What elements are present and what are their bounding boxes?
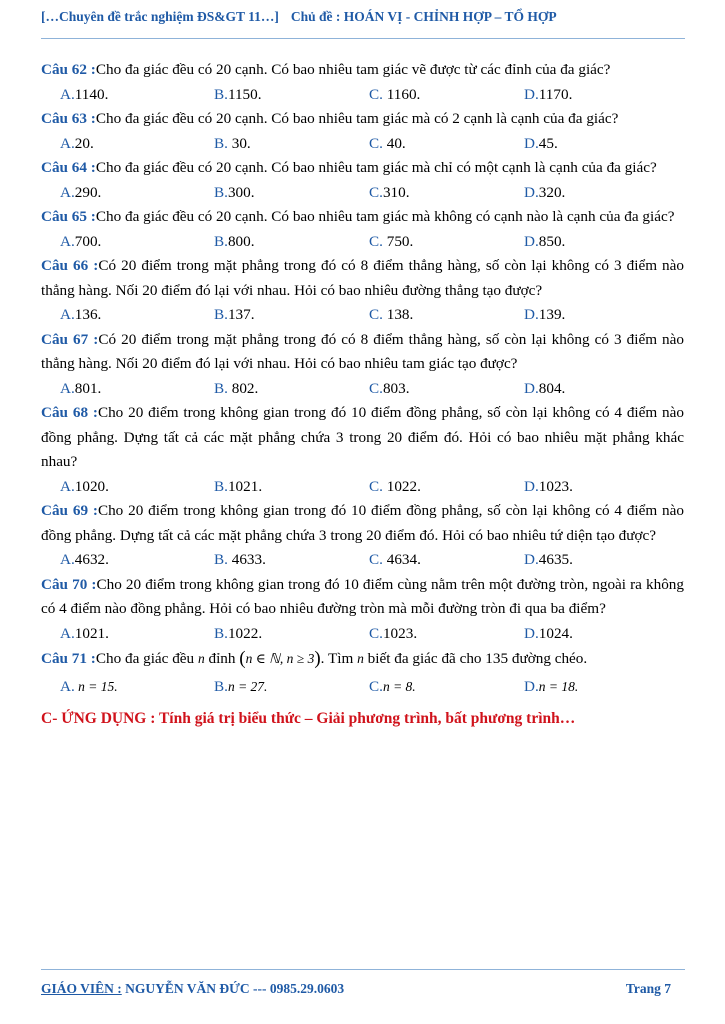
question-70 [41, 573, 684, 647]
option-a[interactable]: A. n = 15. [60, 678, 118, 695]
option-b[interactable]: B.300. [214, 183, 255, 201]
answer-options [41, 230, 684, 255]
question-text-part: biết đa giác đã cho 135 đường chéo. [363, 650, 588, 667]
option-c[interactable]: C.1023. [369, 624, 418, 642]
question-number: Câu 66 : [41, 257, 99, 274]
option-c[interactable]: C. 40. [369, 134, 406, 152]
option-b[interactable]: B. 802. [214, 379, 259, 397]
question-number: Câu 62 : [41, 61, 96, 78]
question-number: Câu 63 : [41, 110, 96, 127]
option-a[interactable]: A.700. [60, 232, 102, 250]
option-c[interactable]: C. 1022. [369, 477, 421, 495]
option-c[interactable]: C. 4634. [369, 551, 421, 568]
footer-rule [41, 969, 685, 970]
question-text: Cho đa giác đều có 20 cạnh. Có bao nhiêu tam giác vẽ được từ các đỉnh của đa giác? [95, 61, 611, 78]
option-d[interactable]: D.1023. [524, 477, 573, 495]
answer-options [41, 622, 684, 647]
header-series: […Chuyên đề trắc nghiệm ĐS&GT 11…] [41, 9, 279, 24]
left-paren-icon: ( [239, 648, 246, 669]
option-a[interactable]: A.1140. [60, 85, 109, 103]
question-number: Câu 71 : [41, 650, 96, 667]
page-footer [41, 981, 685, 1001]
option-a[interactable]: A.20. [60, 134, 94, 152]
answer-options [41, 303, 684, 328]
answer-options [41, 377, 684, 402]
option-b[interactable]: B.1022. [214, 624, 263, 642]
option-d[interactable]: D.45. [524, 134, 558, 152]
question-text: Cho đa giác đều có 20 cạnh. Có bao nhiêu tam giác mà chỉ có một cạnh là cạnh của đa giác? [95, 159, 657, 176]
question-number: Câu 67 : [41, 330, 99, 348]
option-d[interactable]: D.1170. [524, 85, 573, 103]
option-c[interactable]: C.310. [369, 183, 410, 201]
teacher-name: NGUYỄN VĂN ĐỨC --- 0985.29.0603 [121, 981, 345, 996]
answer-options [41, 83, 684, 108]
option-b[interactable]: B.800. [214, 232, 255, 250]
option-a[interactable]: A.290. [60, 183, 102, 201]
answer-options [41, 181, 684, 206]
option-a[interactable]: A.801. [60, 379, 102, 397]
question-62 [41, 58, 684, 107]
header-topic: Chủ đề : HOÁN VỊ - CHỈNH HỢP – TỔ HỢP [290, 9, 557, 24]
question-list [41, 58, 684, 728]
question-text: Có 20 điểm trong mặt phẳng trong đó có 8 điểm thẳng hàng, số còn lại không có 3 điểm nào thẳng hàng. Nối 20 điểm đó lại với nhau. Hỏi có bao nhiêu tam giác tạo được? [41, 330, 684, 372]
option-c[interactable]: C. 750. [369, 232, 414, 250]
option-c[interactable]: C.803. [369, 379, 410, 397]
question-number: Câu 70 : [41, 575, 97, 593]
option-d[interactable]: D.4635. [524, 551, 573, 568]
right-paren-icon: ) [314, 648, 321, 669]
option-b[interactable]: B.1150. [214, 85, 262, 103]
page-number: Trang 7 [625, 981, 671, 996]
option-c[interactable]: C. 138. [369, 306, 414, 323]
question-text-part: đỉnh [204, 650, 240, 667]
question-69 [41, 499, 684, 573]
math-condition: n ∈ ℕ, n ≥ 3 [245, 651, 315, 666]
math-variable: n [357, 651, 364, 666]
header-rule [41, 38, 685, 39]
question-text: Cho đa giác đều có 20 cạnh. Có bao nhiêu tam giác mà không có cạnh nào là cạnh của đa giác? [95, 208, 675, 225]
option-d[interactable]: D.804. [524, 379, 566, 397]
option-a[interactable]: A.1021. [60, 624, 109, 642]
question-text: Cho 20 điểm trong không gian trong đó 10 điểm đồng phẳng, số còn lại không có 4 điểm nào đồng phẳng. Dựng tất cả các mặt phẳng chứa 3 trong 20 điểm đó. Hỏi có bao nhiêu mặt phẳng khác nhau? [41, 404, 684, 470]
option-c[interactable]: C.n = 8. [369, 678, 416, 695]
question-68 [41, 401, 684, 499]
option-d[interactable]: D.139. [524, 306, 566, 323]
option-b[interactable]: B.1021. [214, 477, 263, 495]
section-heading: C- ỨNG DỤNG : Tính giá trị biểu thức – Giải phương trình, bất phương trình… [41, 710, 576, 727]
option-b[interactable]: B.n = 27. [214, 678, 268, 695]
question-number: Câu 69 : [41, 502, 98, 519]
answer-options [41, 132, 684, 157]
option-b[interactable]: B. 4633. [214, 551, 266, 568]
question-number: Câu 64 : [41, 159, 96, 176]
option-c[interactable]: C. 1160. [369, 85, 421, 103]
question-65 [41, 205, 684, 254]
option-d[interactable]: D.320. [524, 183, 566, 201]
question-text: Cho 20 điểm trong không gian trong đó 10 điểm đồng phẳng, số còn lại không có 4 điểm nào đồng phẳng. Dựng tất cả các mặt phẳng chứa 3 trong 20 điểm đó. Hỏi có bao nhiêu tứ diện tạo được? [41, 502, 684, 544]
question-text: Có 20 điểm trong mặt phẳng trong đó có 8 điểm thẳng hàng, số còn lại không có 3 điểm nào thẳng hàng. Nối 20 điểm đó lại với nhau. Hỏi có bao nhiêu đường thẳng tạo được? [41, 257, 684, 299]
question-63 [41, 107, 684, 156]
question-67 [41, 328, 684, 402]
option-a[interactable]: A.4632. [60, 551, 109, 568]
page-header [41, 9, 685, 25]
question-text-part: . Tìm [320, 650, 358, 667]
answer-options [41, 548, 684, 573]
teacher-label: GIÁO VIÊN : [41, 981, 122, 996]
option-b[interactable]: B. 30. [214, 134, 251, 152]
option-a[interactable]: A.136. [60, 306, 102, 323]
option-a[interactable]: A.1020. [60, 477, 109, 495]
question-66 [41, 254, 684, 328]
option-d[interactable]: D.n = 18. [524, 678, 579, 695]
option-d[interactable]: D.1024. [524, 624, 573, 642]
question-71 [41, 646, 684, 702]
question-64 [41, 156, 684, 205]
question-text: Cho 20 điểm trong không gian trong đó 10 điểm cùng nằm trên một đường tròn, ngoài ra không có 4 điểm nào đồng phẳng. Hỏi có bao nhiêu đường tròn mà mỗi đường tròn đi qua ba điểm? [41, 575, 684, 617]
answer-options [41, 672, 684, 702]
answer-options [41, 475, 684, 500]
question-text-part: Cho đa giác đều [95, 650, 198, 667]
option-b[interactable]: B.137. [214, 306, 255, 323]
question-number: Câu 65 : [41, 208, 96, 225]
math-variable: n [197, 651, 205, 666]
question-number: Câu 68 : [41, 404, 98, 421]
option-d[interactable]: D.850. [524, 232, 566, 250]
question-text: Cho đa giác đều có 20 cạnh. Có bao nhiêu tam giác mà có 2 cạnh là cạnh của đa giác? [95, 110, 619, 127]
